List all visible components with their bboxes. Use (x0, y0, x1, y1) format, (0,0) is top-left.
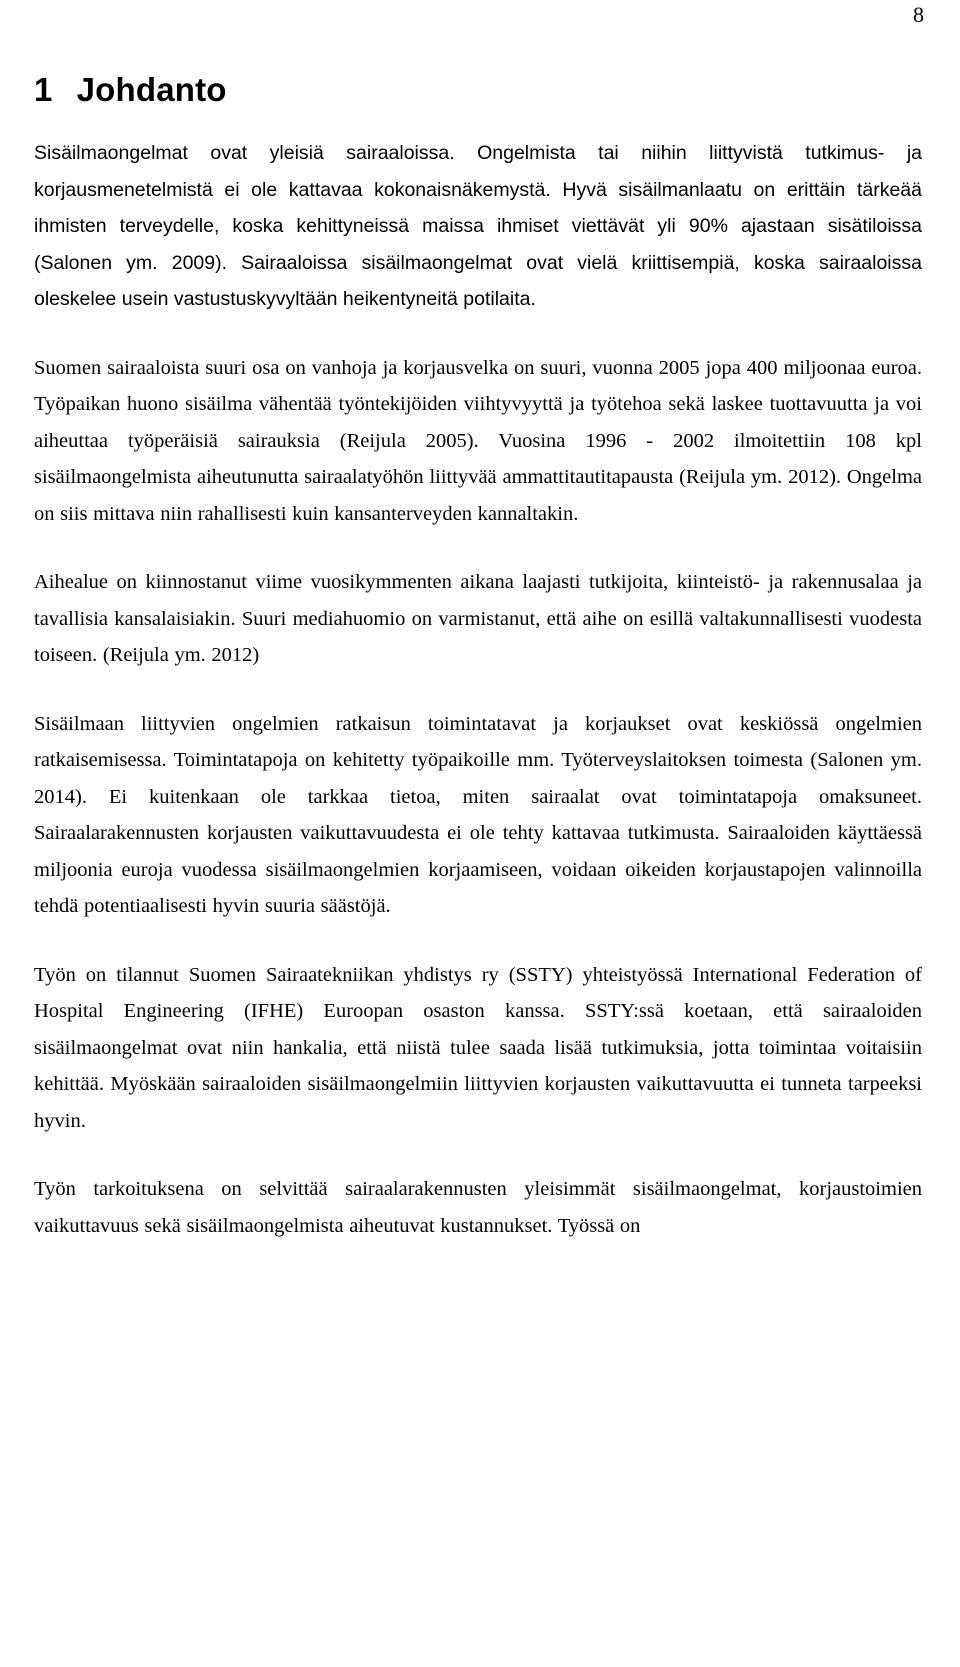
section-title: Johdanto (76, 71, 227, 108)
paragraph-commission: Työn on tilannut Suomen Sairaatekniikan yhdistys ry (SSTY) yhteistyössä International Federation of Hospital Engineering (IFHE) Euroopan osaston kanssa. SSTY:ssä koetaan, että sairaaloiden sisäilmaongelmat ovat niin hankalia, että niistä tulee saada lisää tutkimuksia, jotta toimintaa voitaisiin kehittää. Myöskään sairaaloiden sisäilmaongelmiin liittyvien korjausten vaikuttavuutta ei tunneta tarpeeksi hyvin. (34, 963, 922, 1132)
paragraph-purpose: Työn tarkoituksena on selvittää sairaalarakennusten yleisimmät sisäilmaongelmat, korjaustoimien vaikuttavuus sekä sisäilmaongelmista aiheutuvat kustannukset. Työssä on (34, 1178, 922, 1237)
paragraph-intro: Sisäilmaongelmat ovat yleisiä sairaaloissa. Ongelmista tai niihin liittyvistä tutkimus- ja korjausmenetelmistä ei ole kattavaa kokonaisnäkemystä. Hyvä sisäilmanlaatu on erittäin tärkeää ihmisten terveydelle, koska kehittyneissä maissa ihmiset viettävät yli 90% ajastaan sisätiloissa (Salonen ym. 2009). Sairaaloissa sisäilmaongelmat ovat vielä kriittisempiä, koska sairaaloissa oleskelee usein vastustuskyvyltään heikentyneitä potilaita. (34, 142, 922, 310)
section-number: 1 (34, 71, 53, 108)
paragraph-research-interest: Aihealue on kiinnostanut viime vuosikymmenten aikana laajasti tutkijoita, kiinteistö- ja rakennusalaa ja tavallisia kansalaisiakin. Suuri mediahuomio on varmistanut, että aihe on esillä valtakunnallisesti vuodesta toiseen. (Reijula ym. 2012) (34, 571, 922, 666)
section-heading (34, 68, 227, 112)
paragraph-practices: Sisäilmaan liittyvien ongelmien ratkaisun toimintatavat ja korjaukset ovat keskiössä ongelmien ratkaisemisessa. Toimintatapoja on kehitetty työpaikoille mm. Työterveyslaitoksen toimesta (Salonen ym. 2014). Ei kuitenkaan ole tarkkaa tietoa, miten sairaalat ovat toimintatapoja omaksuneet. Sairaalarakennusten korjausten vaikuttavuudesta ei ole tehty kattavaa tutkimusta. Sairaaloiden käyttäessä miljoonia euroja vuodessa sisäilmaongelmien korjaamiseen, voidaan oikeiden korjaustapojen valinnoilla tehdä potentiaalisesti hyvin suuria säästöjä. (34, 712, 922, 917)
body-text (34, 135, 922, 1276)
page-number: 8 (913, 2, 924, 27)
paragraph-repair-debt: Suomen sairaaloista suuri osa on vanhoja ja korjausvelka on suuri, vuonna 2005 jopa 400 miljoonaa euroa. Työpaikan huono sisäilma vähentää työntekijöiden viihtyvyyttä ja työtehoa sekä laskee tuottavuutta ja voi aiheuttaa työperäisiä sairauksia (Reijula 2005). Vuosina 1996 - 2002 ilmoitettiin 108 kpl sisäilmaongelmista aiheutunutta sairaalatyöhön liittyvää ammattitautitapausta (Reijula ym. 2012). Ongelma on siis mittava niin rahallisesti kuin kansanterveyden kannaltakin. (34, 356, 922, 525)
